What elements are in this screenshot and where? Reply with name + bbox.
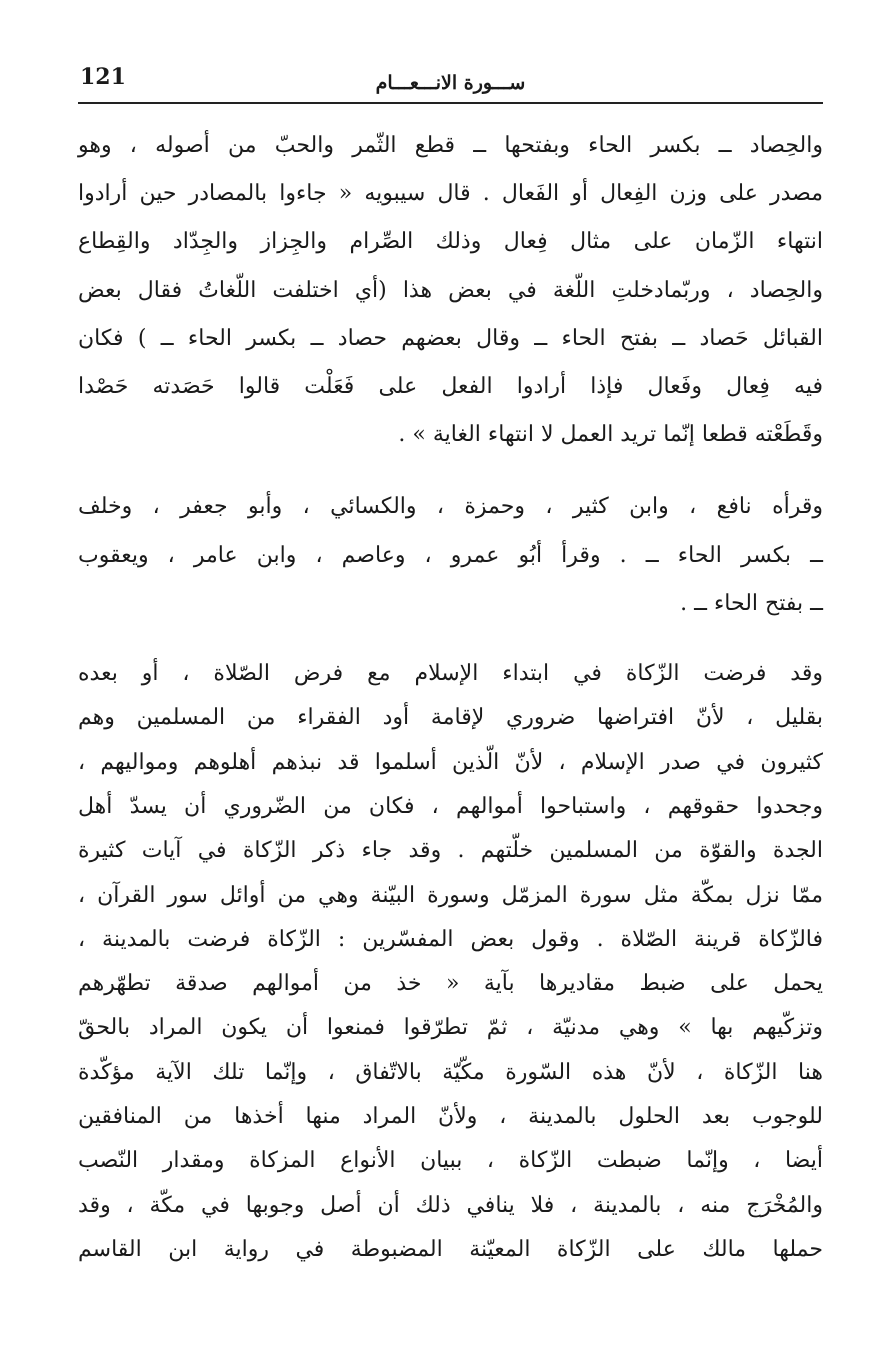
- text-line: وجحدوا حقوقهم ، واستباحوا أموالهم ، فكان من الضّروري أن يسدّ أهل: [78, 793, 823, 819]
- text-line: للوجوب بعد الحلول بالمدينة ، ولأنّ المراد منها أخذها من المنافقين: [78, 1104, 823, 1129]
- text-line: حملها مالك على الزّكاة المعيّنة المضبوطة في رواية ابن القاسم: [78, 1236, 823, 1262]
- paragraph-harvest-definition: [78, 122, 823, 459]
- text-line: وقد فرضت الزّكاة في ابتداء الإسلام مع فرض الصّلاة ، أو بعده: [78, 661, 823, 687]
- text-line: وقَطَعْته قطعا إنّما تريد العمل لا انتهاء الغاية » .: [398, 422, 823, 448]
- text-line: والحِصاد ، وربّمادخلتِ اللّغة في بعض هذا (أي اختلفت اللّغاتُ فقال بعض: [78, 277, 823, 303]
- text-line: فالزّكاة قرينة الصّلاة . وقول بعض المفسّرين : الزّكاة فرضت بالمدينة ،: [78, 926, 823, 952]
- page-number: 121: [80, 64, 126, 90]
- text-line: فيه فِعال وفَعال فإذا أرادوا الفعل على فَعَلْت قالوا حَصَدته حَصْدا: [78, 374, 823, 400]
- page-header: [78, 58, 823, 104]
- text-line: أيضا ، وإنّما ضبطت الزّكاة ، ببيان الأنواع المزكاة ومقدار النّصب: [78, 1148, 823, 1174]
- text-line: الجدة والقوّة من المسلمين خلّتهم . وقد جاء ذكر الزّكاة في آيات كثيرة: [78, 838, 823, 864]
- text-line: وتزكّيهم بها » وهي مدنيّة ، ثمّ تطرّقوا فمنعوا أن يكون المراد بالحقّ: [78, 1015, 823, 1041]
- page-body: [78, 122, 823, 1272]
- text-line: يحمل على ضبط مقاديرها بآية « خذ من أموالهم صدقة تطهّرهم: [78, 971, 823, 997]
- paragraph-zakat: [78, 652, 823, 1272]
- text-line: ممّا نزل بمكّة مثل سورة المزمّل وسورة البيّنة وهي من أوائل سور القرآن ،: [78, 882, 823, 908]
- text-line: كثيرون في صدر الإسلام ، لأنّ الّذين أسلموا قد نبذهم أهلوهم ومواليهم ،: [78, 749, 823, 775]
- running-title: ســـورة الانـــعـــام: [375, 72, 526, 94]
- text-line: ــ بفتح الحاء ــ .: [680, 590, 823, 616]
- paragraph-readings: [78, 483, 823, 628]
- text-line: مصدر على وزن الفِعال أو الفَعال . قال سيبويه « جاءوا بالمصادر حين أرادوا: [78, 181, 823, 207]
- text-line: والمُخْرَج منه ، بالمدينة ، فلا ينافي ذلك أن أصل وجوبها في مكّة ، وقد: [78, 1192, 823, 1218]
- text-line: ــ بكسر الحاء ــ . وقرأ أبُو عمرو ، وعاصم ، وابن عامر ، ويعقوب: [78, 542, 823, 568]
- text-line: بقليل ، لأنّ افتراضها ضروري لإقامة أود الفقراء من المسلمين وهم: [78, 705, 823, 731]
- text-line: هنا الزّكاة ، لأنّ هذه السّورة مكّيّة بالاتّفاق ، وإنّما تلك الآية مؤكّدة: [78, 1059, 823, 1085]
- text-line: وقرأه نافع ، وابن كثير ، وحمزة ، والكسائي ، وأبو جعفر ، وخلف: [78, 494, 823, 520]
- text-line: والحِصاد ــ بكسر الحاء وبفتحها ــ قطع الثّمر والحبّ من أصوله ، وهو: [78, 133, 823, 158]
- text-line: انتهاء الزّمان على مثال فِعال وذلك الصِّرام والجِزاز والجِدّاد والقِطاع: [78, 229, 823, 255]
- text-line: القبائل حَصاد ــ بفتح الحاء ــ وقال بعضهم حصاد ــ بكسر الحاء ــ ) فكان: [78, 325, 823, 351]
